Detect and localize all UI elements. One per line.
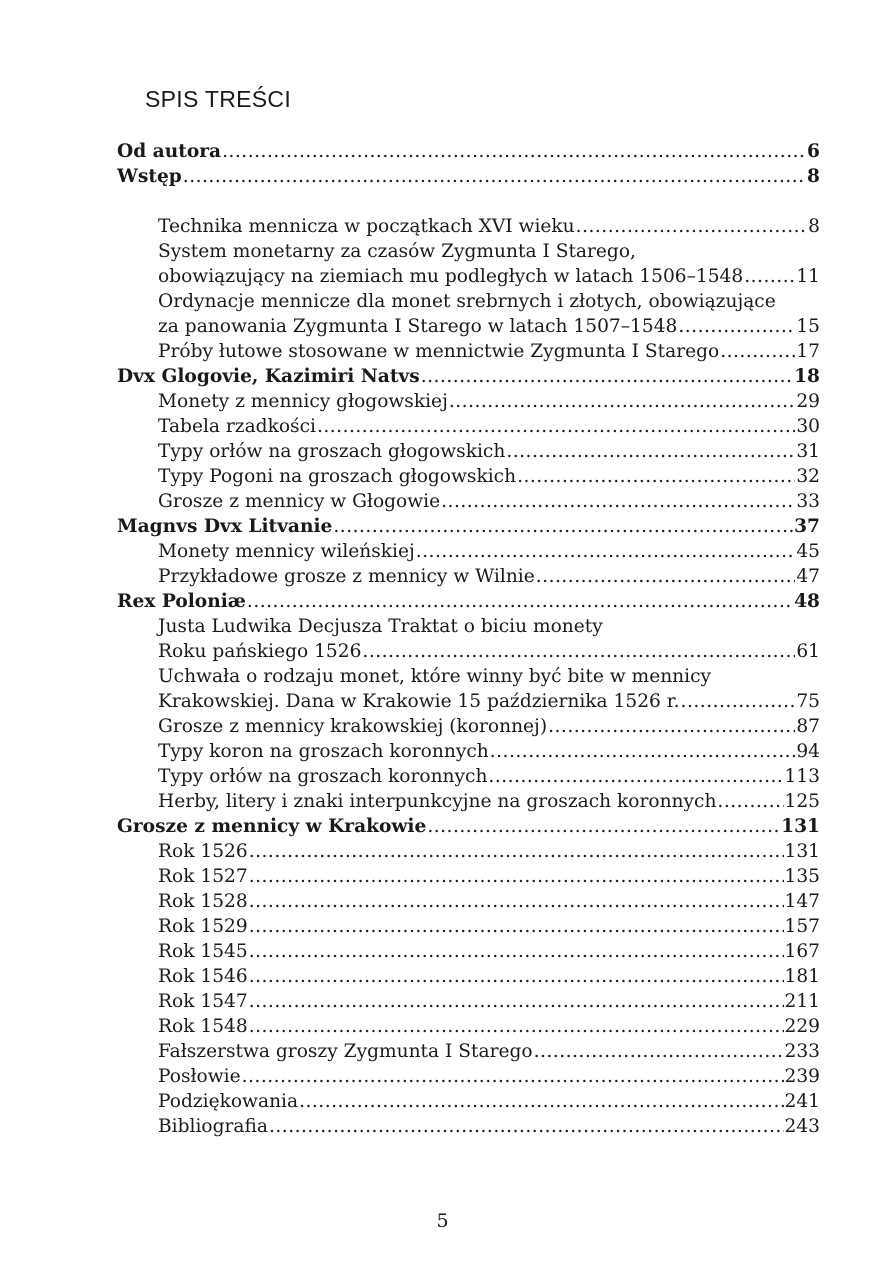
toc-entry-label: Rok 1547 — [158, 991, 248, 1012]
toc-leader-dots — [362, 640, 795, 664]
toc-leader-dots — [249, 890, 784, 914]
toc-entry — [158, 665, 820, 689]
toc-entry-page: 241 — [784, 1091, 820, 1112]
toc-entry — [158, 940, 820, 964]
toc-entry-label: Monety z mennicy głogowskiej — [158, 391, 448, 412]
toc-entry — [158, 215, 820, 239]
toc-entry-label: Rok 1548 — [158, 1016, 248, 1037]
toc-entry-label: Rok 1545 — [158, 941, 248, 962]
toc-entry — [158, 615, 820, 639]
toc-entry-page: 147 — [784, 891, 820, 912]
toc-entry-page: 243 — [784, 1116, 820, 1137]
toc-entry — [158, 490, 820, 514]
toc-entry — [158, 865, 820, 889]
toc-leader-dots — [517, 465, 795, 489]
toc-entry-label: Justa Ludwika Decjusza Traktat o biciu monety — [158, 616, 603, 637]
toc-entry-page: 15 — [796, 316, 820, 337]
toc-entry-label: Rok 1546 — [158, 966, 248, 987]
toc-section-entry — [117, 140, 820, 164]
toc-entry-label: Ordynacje mennicze dla monet srebrnych i złotych, obowiązujące — [158, 291, 776, 312]
toc-entry-label: Typy koron na groszach koronnych — [158, 741, 489, 762]
toc-section-entry — [117, 515, 820, 539]
toc-leader-dots — [488, 765, 783, 789]
toc-entry — [158, 790, 820, 814]
toc-entry-label: Grosze z mennicy krakowskiej (koronnej) — [158, 716, 548, 737]
toc-entry — [158, 265, 820, 289]
toc-entry — [158, 1115, 820, 1139]
toc-entry-label: Magnvs Dvx Litvanie — [117, 516, 333, 537]
toc-leader-dots — [576, 215, 808, 239]
toc-entry-page: 229 — [784, 1016, 820, 1037]
toc-leader-dots — [490, 740, 796, 764]
toc-leader-dots — [720, 340, 795, 364]
toc-entry — [158, 1015, 820, 1039]
toc-leader-dots — [333, 515, 793, 539]
toc-entry-page: 18 — [794, 366, 820, 387]
toc-leader-dots — [183, 165, 806, 189]
toc-leader-dots — [269, 1115, 784, 1139]
toc-entry — [158, 765, 820, 789]
toc-leader-dots — [299, 1090, 783, 1114]
toc-entry — [158, 240, 820, 264]
toc-entry — [158, 840, 820, 864]
toc-entry-label: System monetarny za czasów Zygmunta I Starego, — [158, 241, 636, 262]
toc-leader-dots — [249, 940, 784, 964]
toc-entry-page: 94 — [796, 741, 820, 762]
toc-entry-label: Typy orłów na groszach koronnych — [158, 766, 488, 787]
toc-entry — [158, 890, 820, 914]
toc-entry-page: 11 — [796, 266, 820, 287]
toc-entry-label: Rok 1527 — [158, 866, 248, 887]
toc-leader-dots — [536, 565, 796, 589]
toc-leader-dots — [249, 915, 784, 939]
toc-entry-page: 125 — [784, 791, 820, 812]
toc-entry-label: Krakowskiej. Dana w Krakowie 15 października 1526 r. — [158, 691, 680, 712]
toc-entry-page: 17 — [796, 341, 820, 362]
toc-leader-dots — [506, 440, 795, 464]
toc-entry-page: 131 — [781, 816, 820, 837]
toc-entry — [158, 640, 820, 664]
toc-entry-label: Podziękowania — [158, 1091, 299, 1112]
toc-section-entry — [117, 165, 820, 189]
toc-entry-label: Typy orłów na groszach głogowskich — [158, 441, 506, 462]
toc-leader-dots — [249, 865, 784, 889]
toc-leader-dots — [678, 315, 795, 339]
toc-leader-dots — [421, 365, 793, 389]
toc-entry-label: Monety mennicy wileńskiej — [158, 541, 415, 562]
toc-entry — [158, 390, 820, 414]
toc-leader-dots — [249, 965, 784, 989]
toc-leader-dots — [717, 790, 783, 814]
toc-entry — [158, 690, 820, 714]
toc-entry — [158, 1090, 820, 1114]
toc-entry — [158, 1065, 820, 1089]
toc-entry-label: Bibliografia — [158, 1116, 268, 1137]
toc-entry-page: 8 — [808, 216, 820, 237]
toc-leader-dots — [249, 840, 784, 864]
toc-entry-label: Dvx Glogovie, Kazimiri Natvs — [117, 366, 420, 387]
page-number: 5 — [436, 1210, 449, 1232]
toc-entry — [158, 465, 820, 489]
toc-section-entry — [117, 815, 820, 839]
toc-entry — [158, 565, 820, 589]
toc-entry-page: 211 — [784, 991, 820, 1012]
toc-entry — [158, 340, 820, 364]
toc-leader-dots — [249, 990, 784, 1014]
toc-entry-label: Wstęp — [117, 166, 182, 187]
toc-entry — [158, 315, 820, 339]
toc-entry-label: Posłowie — [158, 1066, 241, 1087]
toc-entry-page: 6 — [807, 141, 820, 162]
toc-entry-label: Tabela rzadkości — [158, 416, 316, 437]
toc-entry-page: 31 — [796, 441, 820, 462]
toc-entry — [158, 290, 820, 314]
toc-entry-page: 87 — [796, 716, 820, 737]
toc-leader-dots — [441, 490, 795, 514]
toc-leader-dots — [534, 1040, 784, 1064]
toc-entry-label: Rex Poloniæ — [117, 591, 246, 612]
toc-entry-label: Technika mennicza w początkach XVI wieku — [158, 216, 575, 237]
toc-entry-label: obowiązujący na ziemiach mu podległych w latach 1506–1548 — [158, 266, 744, 287]
toc-entry — [158, 915, 820, 939]
toc-entry-label: Rok 1526 — [158, 841, 248, 862]
toc-entry-page: 157 — [784, 916, 820, 937]
toc-entry-page: 61 — [796, 641, 820, 662]
toc-entry-label: Herby, litery i znaki interpunkcyjne na groszach koronnych — [158, 791, 717, 812]
toc-entry-label: Rok 1528 — [158, 891, 248, 912]
toc-entry-label: Uchwała o rodzaju monet, które winny być bite w mennicy — [158, 666, 712, 687]
toc-leader-dots — [249, 1015, 784, 1039]
toc-entry — [158, 415, 820, 439]
toc-entry-label: Przykładowe grosze z mennicy w Wilnie — [158, 566, 535, 587]
toc-entry-page: 32 — [796, 466, 820, 487]
toc-entry-page: 47 — [796, 566, 820, 587]
toc-leader-dots — [427, 815, 780, 839]
toc-entry-label: Próby łutowe stosowane w mennictwie Zygmunta I Starego — [158, 341, 720, 362]
toc-entry-page: 131 — [784, 841, 820, 862]
toc-leader-dots — [317, 415, 795, 439]
toc-leader-dots — [548, 715, 795, 739]
toc-entry-page: 135 — [784, 866, 820, 887]
toc-entry-page: 113 — [784, 766, 820, 787]
toc-entry-page: 8 — [807, 166, 820, 187]
toc-entry-label: Typy Pogoni na groszach głogowskich — [158, 466, 517, 487]
toc-section-entry — [117, 365, 820, 389]
toc-entry-page: 45 — [796, 541, 820, 562]
toc-entry-page: 30 — [796, 416, 820, 437]
toc-entry — [158, 715, 820, 739]
toc-entry-label: Rok 1529 — [158, 916, 248, 937]
toc-entry-label: Roku pańskiego 1526 — [158, 641, 362, 662]
toc-entry — [158, 990, 820, 1014]
toc-entry-label: za panowania Zygmunta I Starego w latach 1507–1548 — [158, 316, 678, 337]
toc-leader-dots — [744, 265, 795, 289]
toc-entry-page: 37 — [794, 516, 820, 537]
toc-entry-label: Fałszerstwa groszy Zygmunta I Starego — [158, 1041, 533, 1062]
toc-entry-label: Grosze z mennicy w Krakowie — [117, 816, 427, 837]
toc-leader-dots — [247, 590, 793, 614]
toc-leader-dots — [449, 390, 795, 414]
toc-entry-label: Grosze z mennicy w Głogowie — [158, 491, 441, 512]
toc-entry-page: 167 — [784, 941, 820, 962]
toc-entry — [158, 540, 820, 564]
toc-entry-page: 239 — [784, 1066, 820, 1087]
toc-entry — [158, 440, 820, 464]
toc-entry — [158, 1040, 820, 1064]
toc-entry-page: 33 — [796, 491, 820, 512]
toc-leader-dots — [681, 690, 796, 714]
toc-leader-dots — [416, 540, 796, 564]
toc-entry-page: 29 — [796, 391, 820, 412]
toc-entry — [158, 965, 820, 989]
toc-entry-page: 75 — [796, 691, 820, 712]
page-title: SPIS TREŚCI — [145, 86, 292, 112]
toc-leader-dots — [222, 140, 806, 164]
toc-leader-dots — [242, 1065, 784, 1089]
toc-section-entry — [117, 590, 820, 614]
toc-entry-label: Od autora — [117, 141, 222, 162]
toc-entry-page: 181 — [784, 966, 820, 987]
toc-entry-page: 233 — [784, 1041, 820, 1062]
toc-entry-page: 48 — [794, 591, 820, 612]
toc-entry — [158, 740, 820, 764]
